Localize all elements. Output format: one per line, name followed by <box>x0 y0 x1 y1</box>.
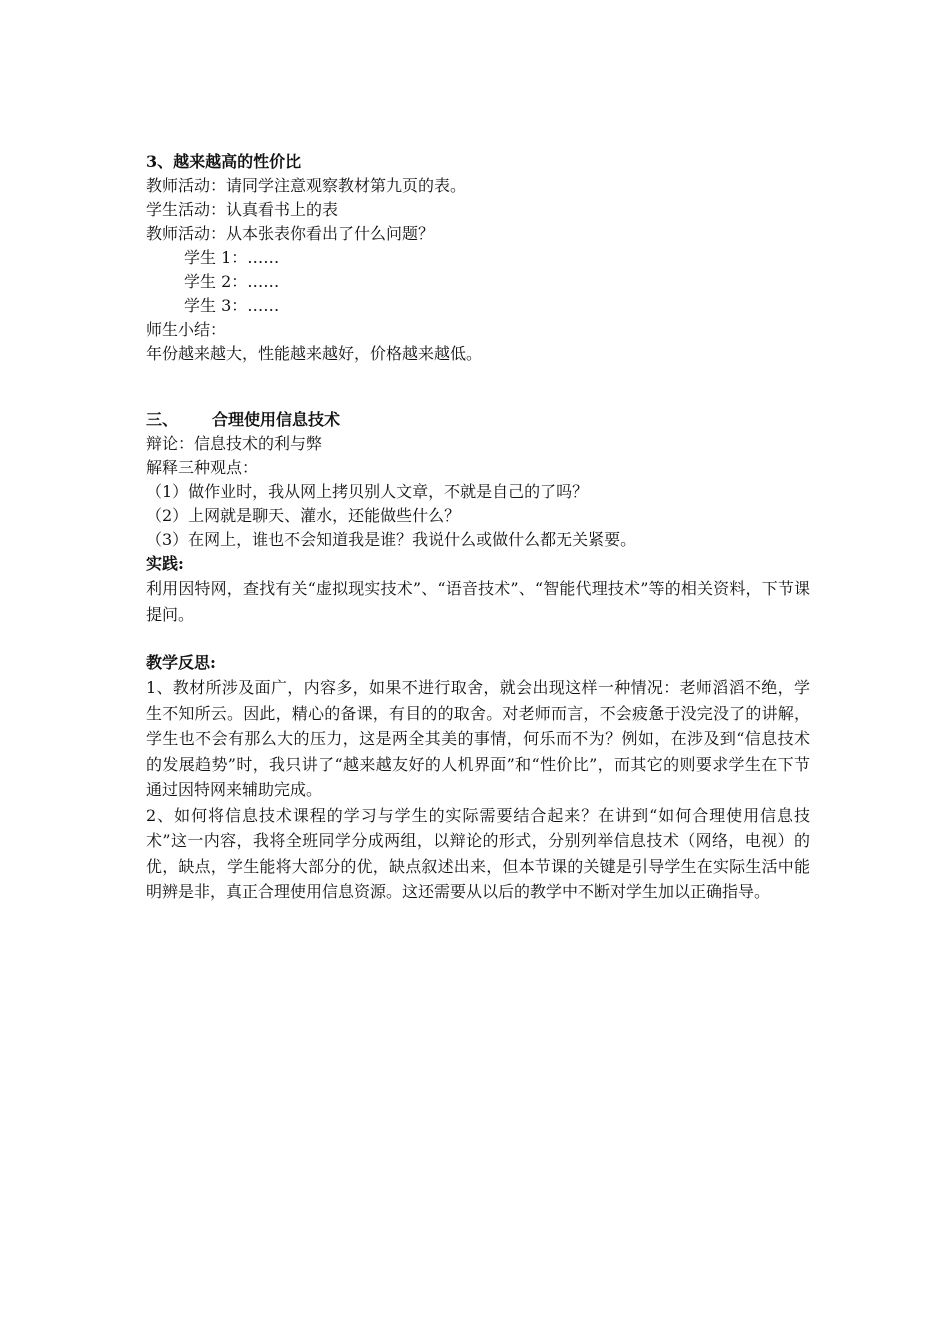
teacher-activity-2: 教师活动：从本张表你看出了什么问题？ <box>146 224 435 243</box>
reflection-paragraph-1: 1、教材所涉及面广，内容多，如果不进行取舍，就会出现这样一种情况：老师滔滔不绝，学生不知所云。因此，精心的备课，有目的的取舍。对老师而言，不会疲惫于没完没了的讲解，学生也不会有那么大的压力，这是两全其美的事情，何乐而不为？例如，在涉及到“信息技术的发展趋势”时，我只讲了“越来越友好的人机界面”和“性价比”，而其它的则要求学生在下节通过因特网来辅助完成。 <box>146 678 810 799</box>
viewpoint-1: （1）做作业时，我从网上拷贝别人文章，不就是自己的了吗？ <box>146 482 589 501</box>
summary-text: 年份越来越大，性能越来越好，价格越来越低。 <box>146 344 483 363</box>
document-page <box>146 150 810 905</box>
spacer <box>146 627 810 651</box>
viewpoint-3: （3）在网上，谁也不会知道我是谁？我说什么或做什么都无关紧要。 <box>146 530 637 549</box>
viewpoint-2: （2）上网就是聊天、灌水，还能做些什么？ <box>146 506 461 525</box>
spacer <box>146 366 810 408</box>
teacher-activity-1: 教师活动：请同学注意观察教材第九页的表。 <box>146 176 467 195</box>
student-answer-1: 学生 1：…… <box>184 248 280 267</box>
summary-label: 师生小结： <box>146 320 227 339</box>
student-answer-3: 学生 3：…… <box>184 296 280 315</box>
practice-label: 实践: <box>146 554 184 573</box>
practice-text: 利用因特网，查找有关“虚拟现实技术”、“语音技术”、“智能代理技术”等的相关资料，下节课提问。 <box>146 579 810 624</box>
section-title: 合理使用信息技术 <box>212 410 341 429</box>
explain-label: 解释三种观点： <box>146 458 259 477</box>
student-activity: 学生活动：认真看书上的表 <box>146 200 339 219</box>
section-heading-use <box>146 408 810 432</box>
debate-topic: 辩论：信息技术的利与弊 <box>146 434 323 453</box>
section-number: 三、 <box>146 410 179 429</box>
reflection-heading: 教学反思: <box>146 653 216 672</box>
section-heading-price-ratio: 3、越来越高的性价比 <box>146 152 302 171</box>
student-answer-2: 学生 2：…… <box>184 272 280 291</box>
reflection-paragraph-2: 2、如何将信息技术课程的学习与学生的实际需要结合起来？在讲到“如何合理使用信息技术”这一内容，我将全班同学分成两组，以辩论的形式，分别列举信息技术（网络，电视）的优，缺点，学生能将大部分的优，缺点叙述出来，但本节课的关键是引导学生在实际生活中能明辨是非，真正合理使用信息资源。这还需要从以后的教学中不断对学生加以正确指导。 <box>146 805 810 901</box>
